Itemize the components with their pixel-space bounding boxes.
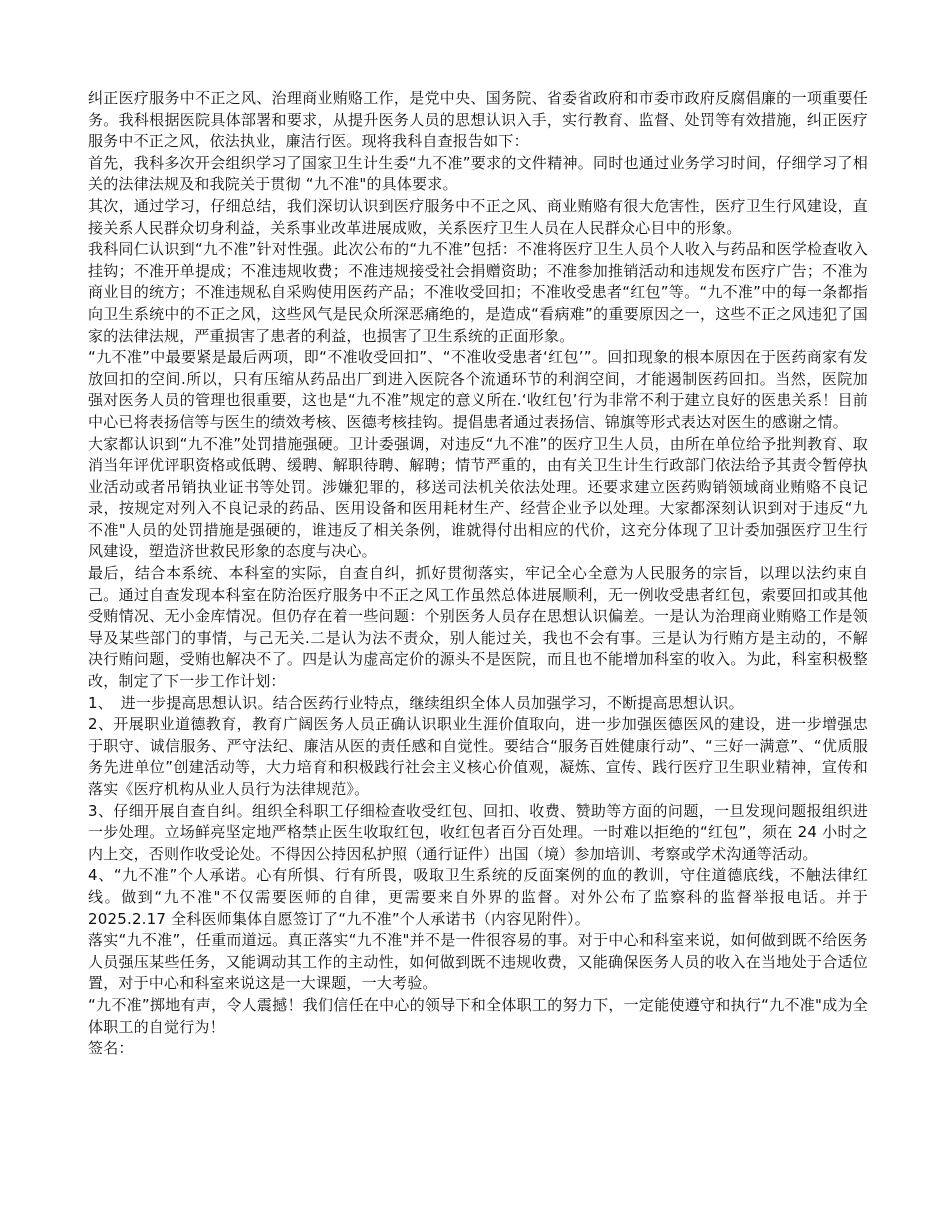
harm-paragraph: 其次，通过学习，仔细总结，我们深切认识到医疗服务中不正之风、商业贿赂有很大危害性，医疗卫生行风建设，直接关系人民群众切身利益，关系事业改革进展成败，关系医疗卫生人员在人民群众心目中的形象。 [88, 196, 868, 237]
kickback-paragraph: “九不准”中最要紧是最后两项，即“不准收受回扣”、“不准收受患者‘红包’”。回扣现象的根本原因在于医药商家有发放回扣的空间.所以，只有压缩从药品出厂到进入医院各个流通环节的利润空间，才能遏制医药回扣。当然，医院加强对医务人员的管理也很重要，这也是“九不准”规定的意义所在.‘收红包’行为非常不利于建立良好的医患关系！目前中心已将表扬信等与医生的绩效考核、医德考核挂钩。提倡患者通过表扬信、锦旗等形式表达对医生的感谢之情。 [88, 348, 868, 431]
plan-item-2: 2、开展职业道德教育，教育广阔医务人员正确认识职业生涯价值取向，进一步加强医德医风的建设，进一步增强忠于职守、诚信服务、严守法纪、廉洁从医的责任感和自觉性。要结合“服务百姓健康行动”、“三好一满意”、“优质服务先进单位”创建活动等，大力培育和积极践行社会主义核心价值观，凝炼、宣传、践行医疗卫生职业精神，宣传和落实《医疗机构从业人员行为法律规范》。 [88, 715, 868, 798]
self-check-paragraph: 最后，结合本系统、本科室的实际，自查自纠，抓好贯彻落实，牢记全心全意为人民服务的宗旨，以理以法约束自己。通过自查发现本科室在防治医疗服务中不正之风工作虽然总体进展顺利，无一例收受患者红包，索要回扣或其他受贿情况、无小金库情况。但仍存在着一些问题：个别医务人员存在思想认识偏差。一是认为治理商业贿赂工作是领导及某些部门的事情，与己无关.二是认为法不责众，别人能过关，我也不会有事。三是认为行贿方是主动的，不解决行贿问题，受贿也解决不了。四是认为虚高定价的源头不是医院，而且也不能增加科室的收入。为此，科室积极整改，制定了下一步工作计划： [88, 564, 868, 691]
closing-paragraph: “九不准”掷地有声，令人震撼！我们信任在中心的领导下和全体职工的努力下，一定能使遵守和执行“九不准"成为全体职工的自觉行为！ [88, 995, 868, 1036]
plan-item-1: 1、 进一步提高思想认识。结合医药行业特点，继续组织全体人员加强学习，不断提高思想认识。 [88, 693, 744, 712]
document-body [88, 88, 868, 1060]
nine-rules-paragraph: 我科同仁认识到“九不准”针对性强。此次公布的“九不准”包括：不准将医疗卫生人员个人收入与药品和医学检查收入挂钩；不准开单提成；不准违规收费；不准违规接受社会捐赠资助；不准参加推销活动和违规发布医疗广告；不准为商业目的统方；不准违规私自采购使用医药产品；不准收受回扣；不准收受患者“红包”等。“九不准”中的每一条都指向卫生系统中的不正之风，这些风气是民众所深恶痛绝的，是造成“看病难”的重要原因之一，这些不正之风违犯了国家的法律法规，严重损害了患者的利益，也损害了卫生系统的正面形象。 [88, 240, 868, 345]
challenge-paragraph: 落实“九不准”，任重而道远。真正落实“九不准"并不是一件很容易的事。对于中心和科室来说，如何做到既不给医务人员强压某些任务，又能调动其工作的主动性，如何做到既不违规收费，又能确保医务人员的收入在当地处于合适位置，对于中心和科室来说这是一大课题，一大考验。 [88, 931, 868, 993]
signature-label: 签名： [88, 1039, 134, 1058]
penalty-paragraph: 大家都认识到“九不准”处罚措施强硬。卫计委强调，对违反“九不准”的医疗卫生人员，由所在单位给予批判教育、取消当年评优评职资格或低聘、缓聘、解职待聘、解聘；情节严重的，由有关卫生计生行政部门依法给予其责令暂停执业活动或者吊销执业证书等处罚。涉嫌犯罪的，移送司法机关依法处理。还要求建立医药购销领域商业贿赂不良记录，按规定对列入不良记录的药品、医用设备和医用耗材生产、经营企业予以处理。大家都深刻认识到对于违反“九不准"人员的处罚措施是强硬的，谁违反了相关条例，谁就得付出相应的代价，这充分体现了卫计委加强医疗卫生行风建设，塑造济世救民形象的态度与决心。 [88, 434, 868, 561]
study-paragraph: 首先，我科多次开会组织学习了国家卫生计生委“九不准”要求的文件精神。同时也通过业务学习时间，仔细学习了相关的法律法规及和我院关于贯彻 “九不准"的具体要求。 [88, 153, 868, 194]
plan-item-3: 3、仔细开展自查自纠。组织全科职工仔细检查收受红包、回扣、收费、赞助等方面的问题，一旦发现问题报组织进一步处理。立场鲜亮坚定地严格禁止医生收取红包，收红包者百分百处理。一时难以拒绝的“红包”，须在 24 小时之内上交，否则作收受论处。不得因公持因私护照（通行证件）出国（境）参加培训、考察或学术沟通等活动。 [88, 801, 868, 863]
intro-paragraph: 纠正医疗服务中不正之风、治理商业贿赂工作，是党中央、国务院、省委省政府和市委市政府反腐倡廉的一项重要任务。我科根据医院具体部署和要求，从提升医务人员的思想认识入手，实行教育、监督、处罚等有效措施，纠正医疗服务中不正之风，依法执业，廉洁行医。现将我科自查报告如下： [88, 89, 868, 151]
plan-item-4: 4、“九不准”个人承诺。心有所惧、行有所畏，吸取卫生系统的反面案例的血的教训，守住道德底线，不触法律红线。做到“九不准"不仅需要医师的自律，更需要来自外界的监督。对外公布了监察科的监督举报电话。并于 2025.2.17 全科医师集体自愿签订了“九不准”个人承诺书（内容见附件）。 [88, 866, 868, 928]
